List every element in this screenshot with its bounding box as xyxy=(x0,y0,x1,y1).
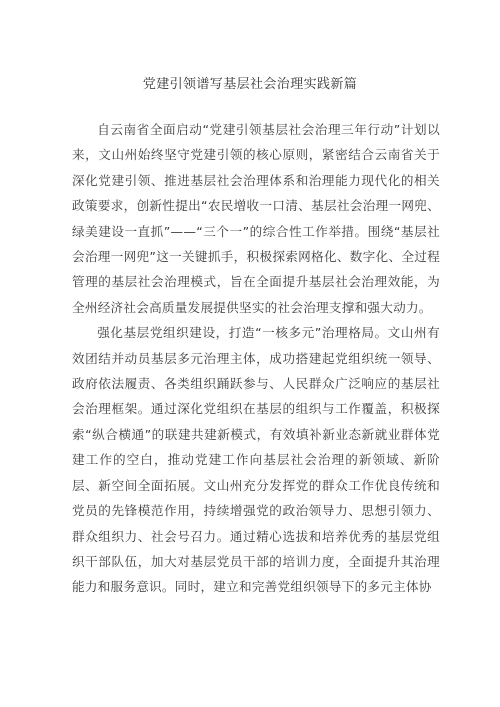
paragraph-intro: 自云南省全面启动“党建引领基层社会治理三年行动”计划以来，文山州始终坚守党建引领的核心原则，紧密结合云南省关于深化党建引领、推进基层社会治理体系和治理能力现代化的相关政策要求，创新性提出“农民增收一口清、基层社会治理一网兜、绿美建设一直抓”——“三个一”的综合性工作举措。围绕“基层社会治理一网兜”这一关键抓手，积极探索网格化、数字化、全过程管理的基层社会治理模式，旨在全面提升基层社会治理效能，为全州经济社会高质量发展提供坚实的社会治理支撑和强大动力。 xyxy=(72,122,440,315)
document-title: 党建引领谱写基层社会治理实践新篇 xyxy=(142,77,358,92)
document-body xyxy=(72,117,440,600)
paragraph-party-building: 强化基层党组织建设，打造“一核多元”治理格局。文山州有效团结并动员基层多元治理主体，成功搭建起党组织统一领导、政府依法履责、各类组织踊跃参与、人民群众广泛响应的基层社会治理框架。通过深化党组织在基层的组织与工作覆盖，积极探索“纵合横通”的联建共建新模式，有效填补新业态新就业群体党建工作的空白，推动党建工作向基层社会治理的新领域、新阶层、新空间全面拓展。文山州充分发挥党的群众工作优良传统和党员的先锋模范作用，持续增强党的政治领导力、思想引领力、群众组织力、社会号召力。通过精心选拔和培养优秀的基层党组织干部队伍，加大对基层党员干部的培训力度，全面提升其治理能力和服务意识。同时，建立和完善党组织领导下的多元主体协 xyxy=(72,325,440,595)
